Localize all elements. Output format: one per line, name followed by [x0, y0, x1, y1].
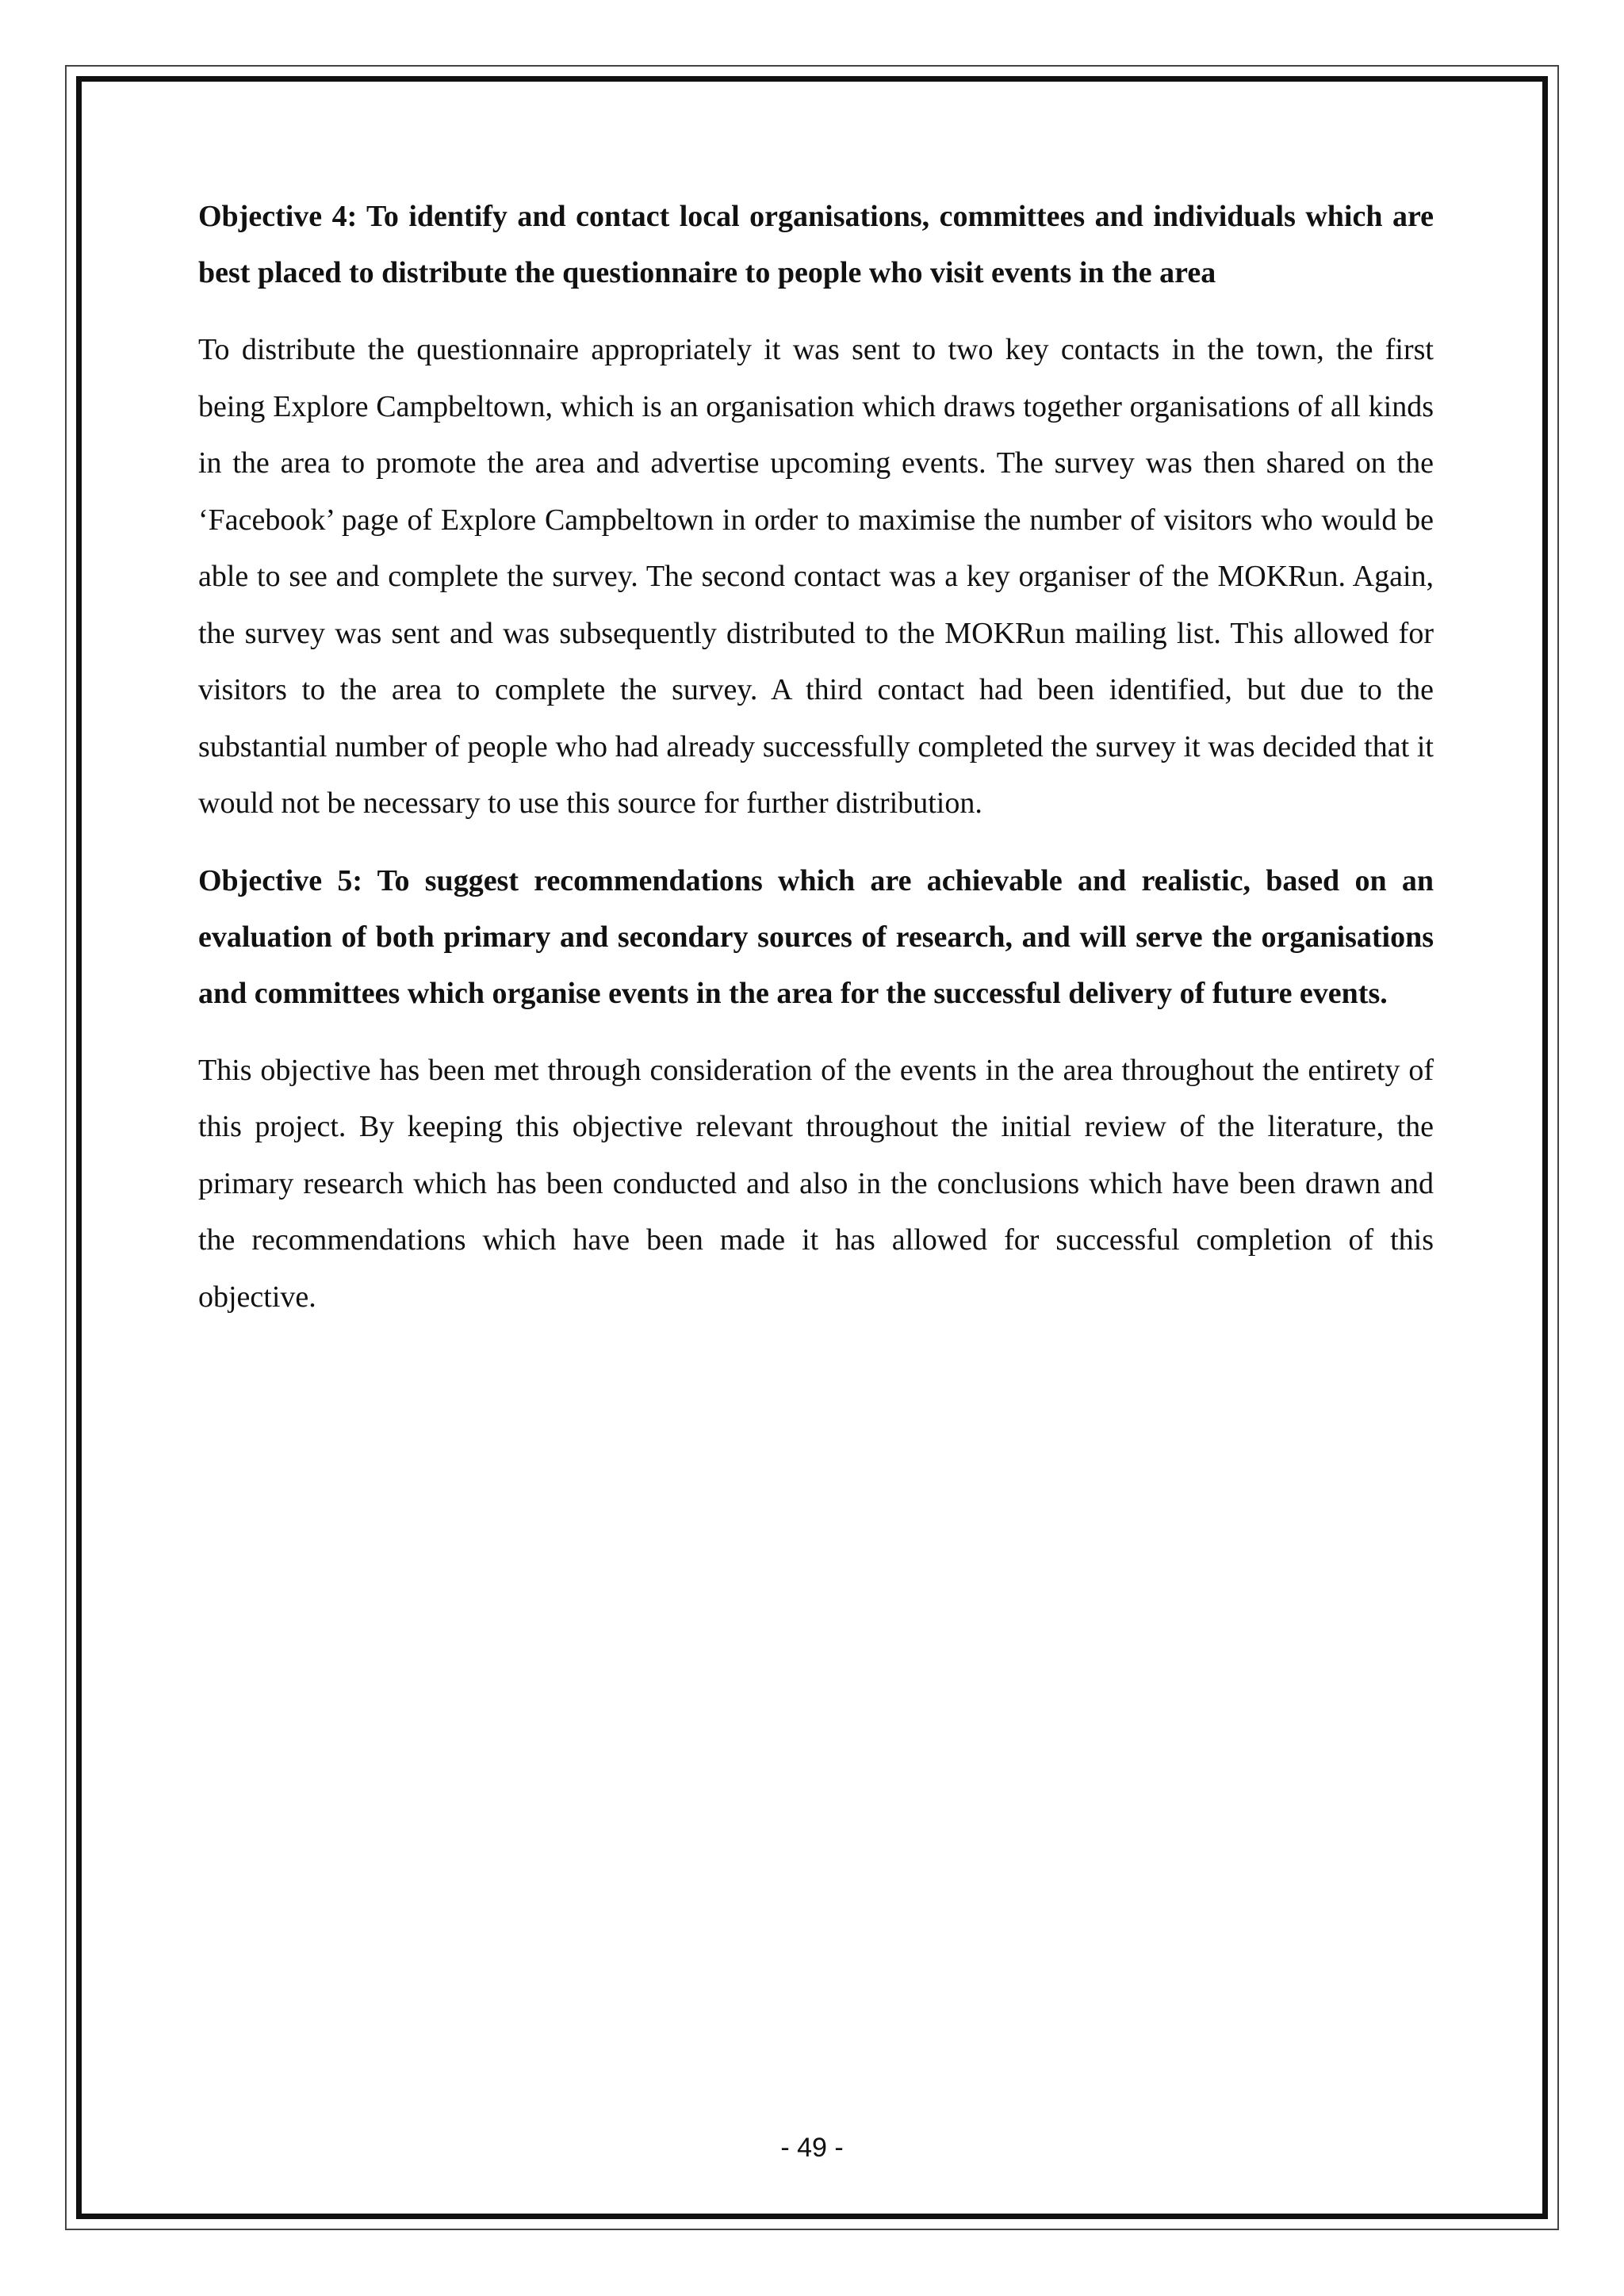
objective-4-paragraph: To distribute the questionnaire appropriately it was sent to two key contacts in the town, the first being Explore Campbeltown, which is an organisation which draws together organisations of all kinds in the area to promote the area and advertise upcoming events. The survey was then shared on the ‘Facebook’ page of Explore Campbeltown in order to maximise the number of visitors who would be able to see and complete the survey. The second contact was a key organiser of the MOKRun. Again, the survey was sent and was subsequently distributed to the MOKRun mailing list. This allowed for visitors to the area to complete the survey. A third contact had been identified, but due to the substantial number of people who had already successfully completed the survey it was decided that it would not be necessary to use this source for further distribution.	[198, 333, 1434, 820]
objective-4-heading: Objective 4: To identify and contact local organisations, committees and individuals which are best placed to distribute the questionnaire to people who visit events in the area	[198, 200, 1434, 289]
objective-5-paragraph: This objective has been met through consideration of the events in the area throughout the entirety of this project. By keeping this objective relevant throughout the initial review of the literature, the primary research which has been conducted and also in the conclusions which have been drawn and the recommendations which have been made it has allowed for successful completion of this objective.	[198, 1053, 1434, 1314]
objective-5-heading: Objective 5: To suggest recommendations which are achievable and realistic, based on an evaluation of both primary and secondary sources of research, and will serve the organisations and committees which organise events in the area for the successful delivery of future events.	[198, 863, 1434, 1010]
page-number: - 49 -	[780, 2133, 844, 2163]
document-body	[198, 189, 1434, 1346]
